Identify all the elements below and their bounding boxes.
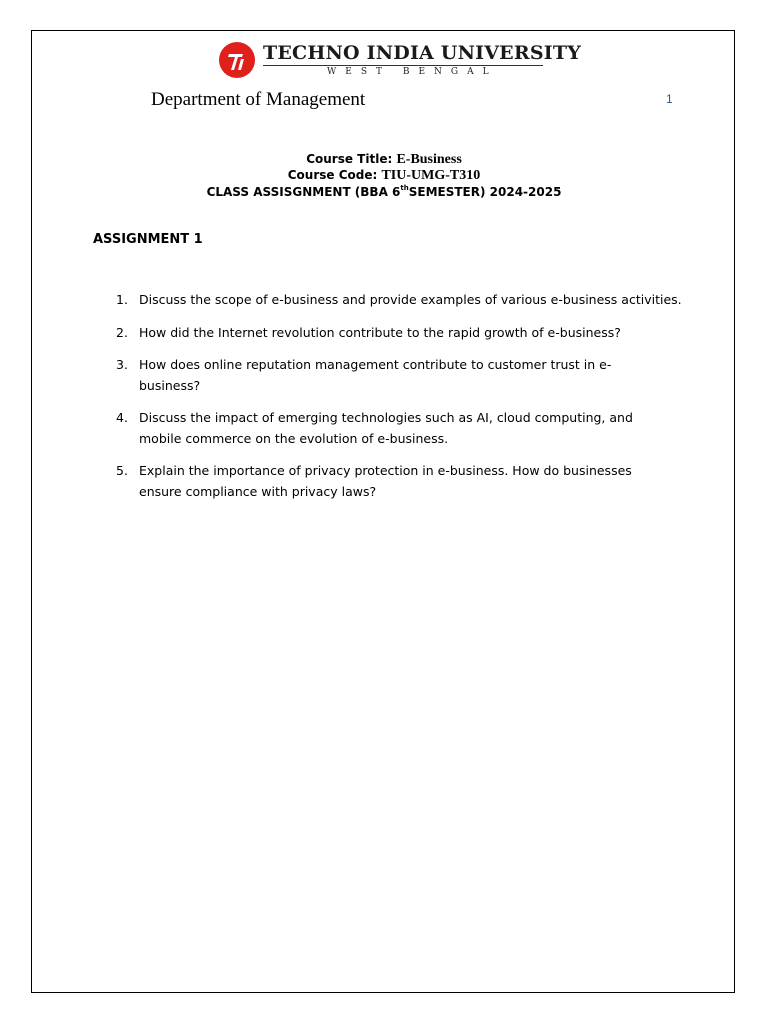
university-name: TECHNO INDIA UNIVERSITY — [263, 42, 581, 64]
list-item — [112, 408, 692, 449]
class-prefix: CLASS ASSISGNMENT (BBA 6 — [206, 185, 401, 199]
course-title-line — [0, 152, 768, 168]
course-title-label: Course Title: — [306, 152, 397, 166]
list-item — [112, 323, 692, 344]
question-list — [112, 290, 692, 514]
course-code-value: TIU-UMG-T310 — [381, 168, 481, 183]
tiu-logo-icon — [219, 42, 255, 78]
list-item — [112, 355, 692, 396]
class-assignment-line — [0, 185, 768, 199]
university-subtitle: WEST BENGAL — [327, 67, 498, 77]
question-number: 4. — [116, 410, 128, 425]
question-text: Discuss the scope of e-business and provide examples of various e-business activities. — [139, 292, 682, 307]
question-text: How does online reputation management contribute to customer trust in e-business? — [139, 357, 612, 393]
question-number: 2. — [116, 324, 128, 340]
page-number: 1 — [666, 92, 673, 106]
assignment-heading: ASSIGNMENT 1 — [93, 232, 203, 247]
question-number: 5. — [116, 463, 128, 478]
question-number: 3. — [116, 357, 128, 372]
list-item — [112, 290, 692, 311]
class-suffix: SEMESTER) 2024-2025 — [408, 185, 562, 199]
course-code-line — [0, 168, 768, 184]
logo-divider — [263, 65, 543, 66]
course-title-value: E-Business — [396, 152, 462, 167]
list-item — [112, 461, 692, 502]
question-text: How did the Internet revolution contribute to the rapid growth of e-business? — [139, 324, 621, 340]
question-number: 1. — [116, 292, 128, 307]
question-text: Explain the importance of privacy protection in e-business. How do businesses ensure compliance with privacy laws? — [139, 463, 632, 499]
class-superscript: th — [400, 184, 409, 192]
question-text: Discuss the impact of emerging technologies such as AI, cloud computing, and mobile commerce on the evolution of e-business. — [139, 410, 633, 446]
department-title: Department of Management — [151, 89, 366, 110]
course-code-label: Course Code: — [287, 168, 382, 182]
